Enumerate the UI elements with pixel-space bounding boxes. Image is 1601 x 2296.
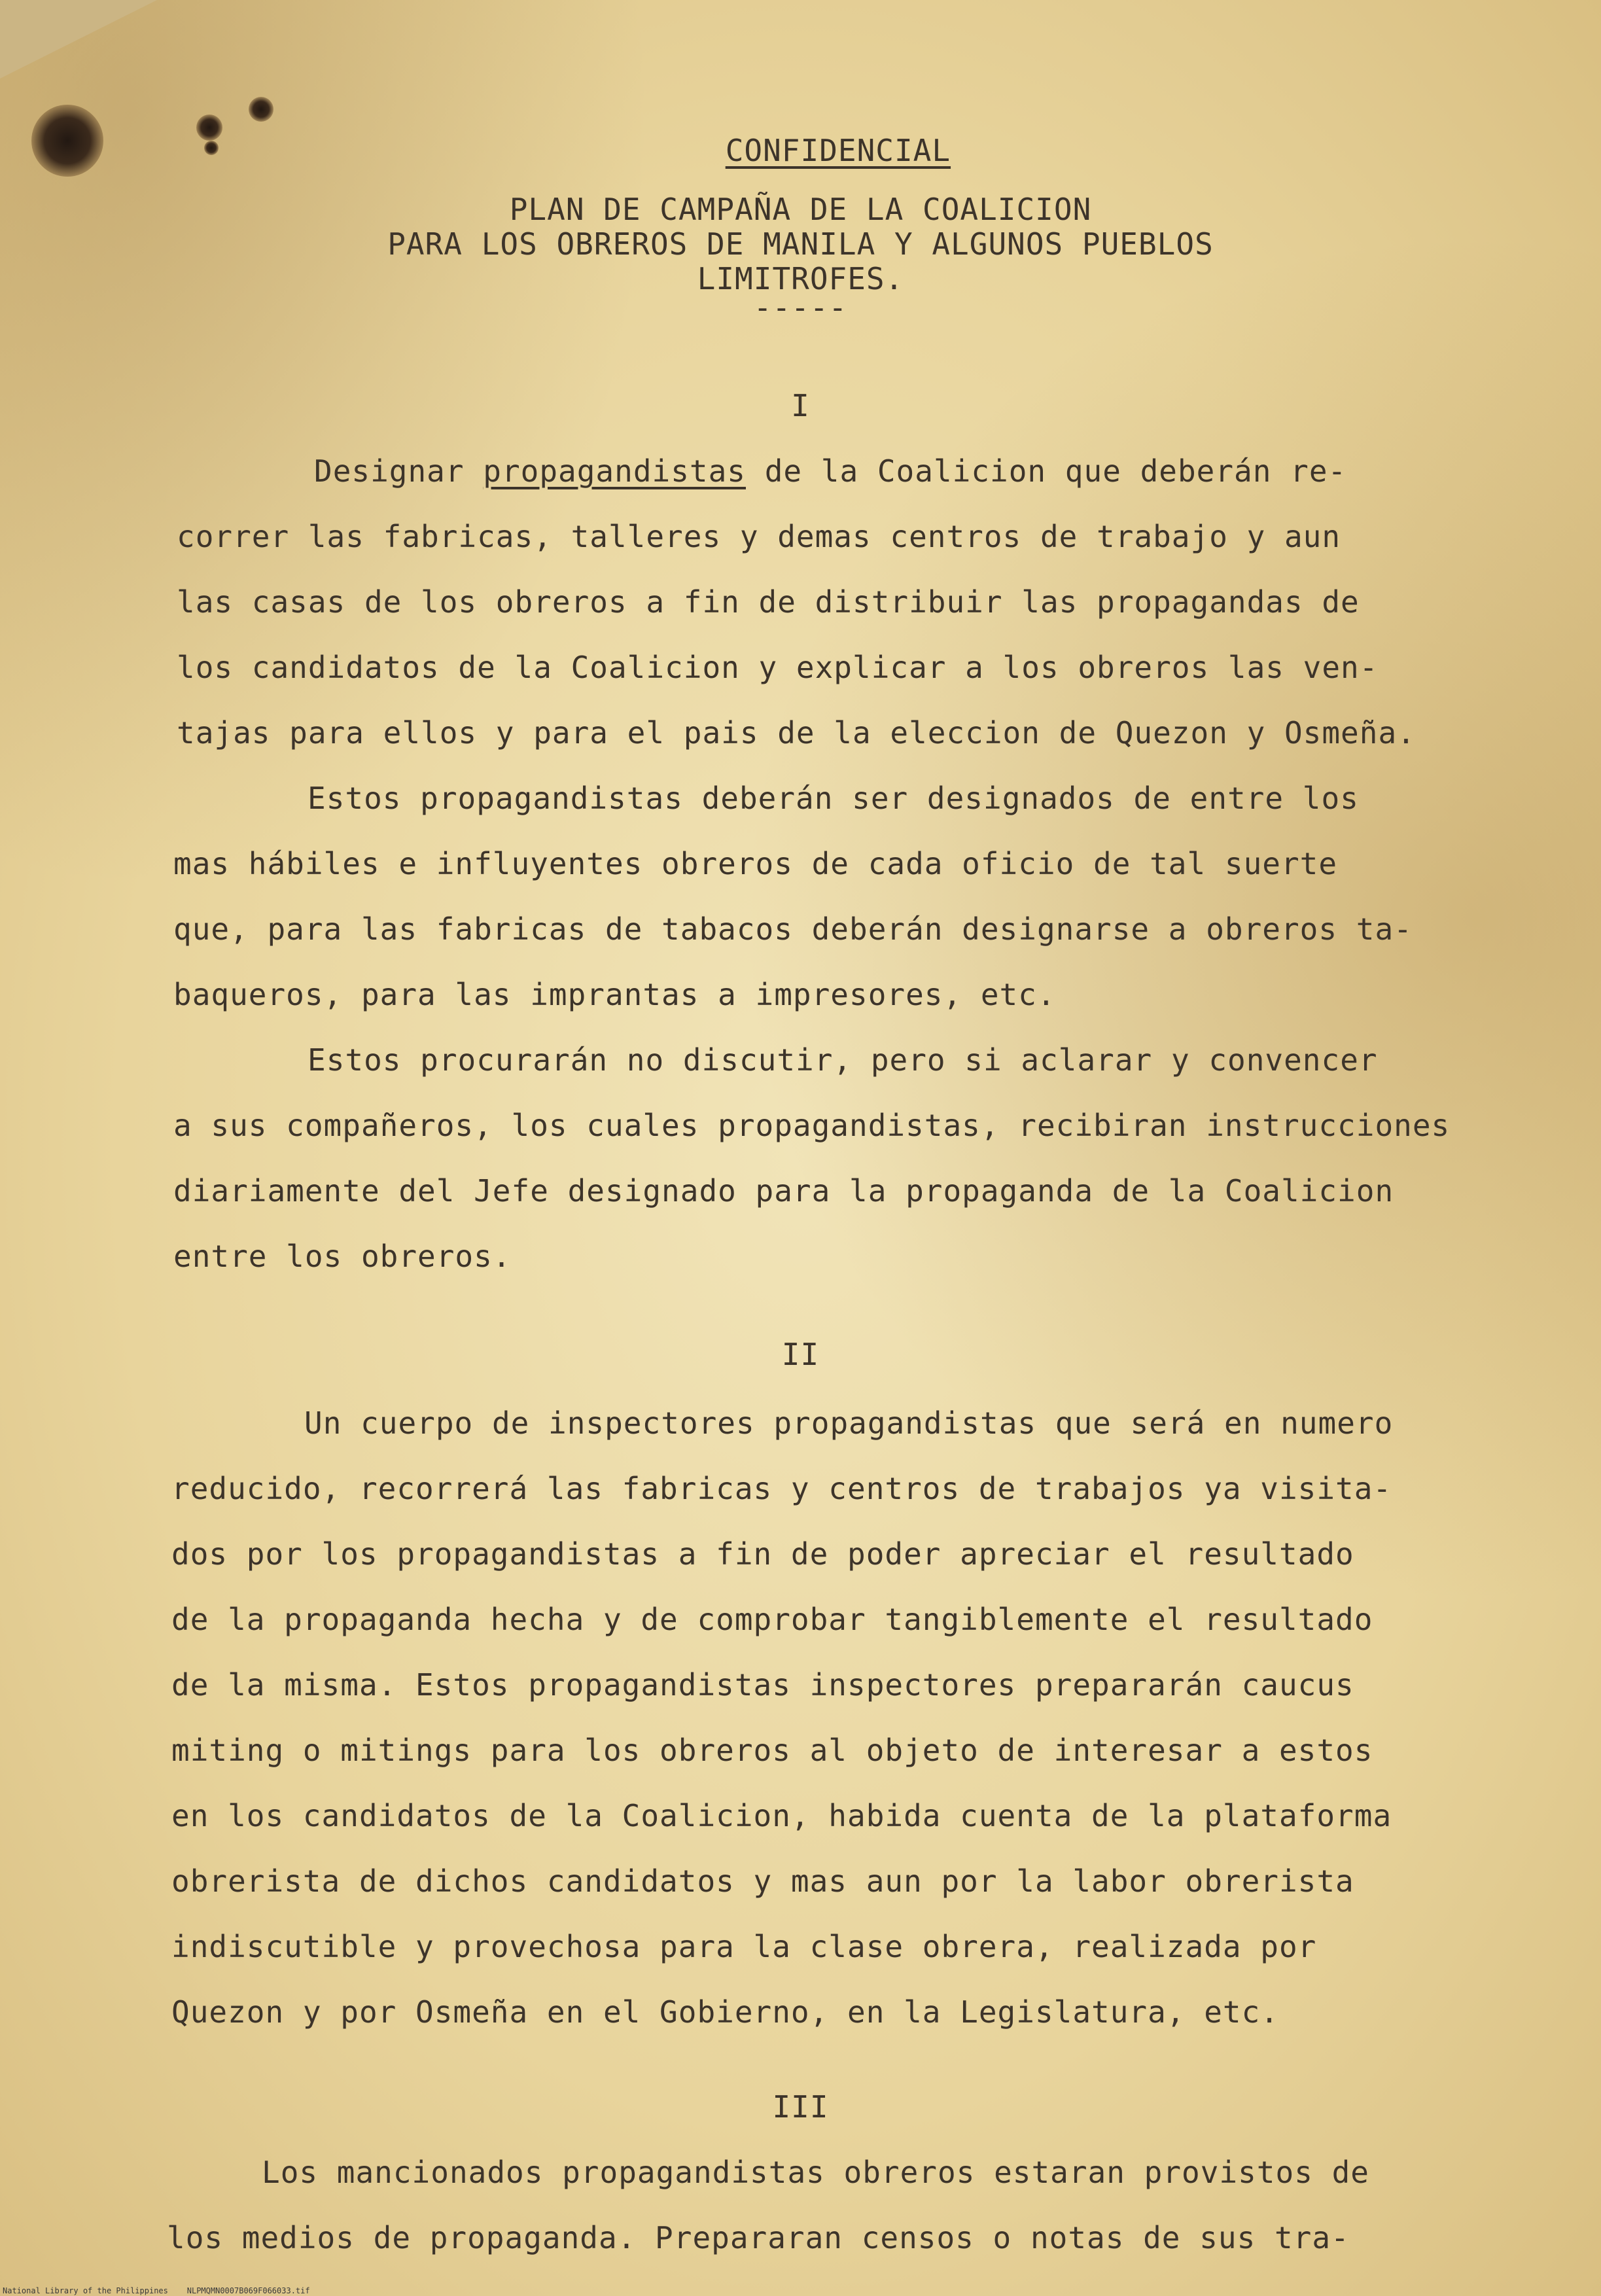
section-1-line: diariamente del Jefe designado para la propaganda de la Coalicion: [173, 1173, 1394, 1209]
section-1-line: que, para las fabricas de tabacos deberán designarse a obreros ta-: [173, 911, 1413, 947]
section-1-line: correr las fabricas, talleres y demas centros de trabajo y aun: [177, 519, 1341, 554]
section-2-line: dos por los propagandistas a fin de poder apreciar el resultado: [171, 1536, 1354, 1572]
section-1-line: tajas para ellos y para el pais de la eleccion de Quezon y Osmeña.: [177, 715, 1416, 751]
section-2-line: indiscutible y provechosa para la clase obrera, realizada por: [171, 1929, 1317, 1964]
section-2-line: Quezon y por Osmeña en el Gobierno, en la Legislatura, etc.: [171, 1994, 1279, 2030]
section-numeral-3: III: [772, 2089, 829, 2125]
section-1-line: baqueros, para las imprantas a impresores, etc.: [173, 977, 1056, 1012]
section-1-line: Estos propagandistas deberán ser designados de entre los: [308, 781, 1359, 816]
section-3-line: los medios de propaganda. Prepararan censos o notas de sus tra-: [167, 2220, 1350, 2255]
text-fragment: de la Coalicion que deberán re-: [746, 453, 1347, 489]
document-title-line-2: PARA LOS OBREROS DE MANILA Y ALGUNOS PUEBLOS: [387, 226, 1214, 262]
document-title-line-1: PLAN DE CAMPAÑA DE LA COALICION: [509, 192, 1092, 227]
archive-footer: National Library of the Philippines NLPMQMN0007B069F066033.tif: [3, 2286, 310, 2295]
section-numeral-2: II: [781, 1337, 820, 1372]
section-2-line: de la misma. Estos propagandistas inspectores prepararán caucus: [171, 1667, 1354, 1703]
section-1-line: a sus compañeros, los cuales propagandistas, recibiran instrucciones: [173, 1108, 1451, 1143]
section-2-line: reducido, recorrerá las fabricas y centros de trabajos ya visita-: [171, 1471, 1392, 1506]
section-1-line: mas hábiles e influyentes obreros de cada oficio de tal suerte: [173, 846, 1338, 881]
section-numeral-1: I: [791, 388, 810, 423]
text-fragment: Designar: [314, 453, 465, 489]
section-1-line: [314, 451, 1601, 491]
underlined-word: propagandistas: [483, 453, 746, 489]
section-2-line: obrerista de dichos candidatos y mas aun por la labor obrerista: [171, 1863, 1354, 1899]
section-2-line: Un cuerpo de inspectores propagandistas que será en numero: [304, 1405, 1394, 1441]
section-2-line: miting o mitings para los obreros al objeto de interesar a estos: [171, 1733, 1373, 1768]
section-1-line: entre los obreros.: [173, 1239, 512, 1274]
section-1-line: Estos procurarán no discutir, pero si aclarar y convencer: [308, 1042, 1378, 1078]
section-2-line: en los candidatos de la Coalicion, habida cuenta de la plataforma: [171, 1798, 1392, 1833]
title-divider: -----: [753, 290, 848, 325]
section-2-line: de la propaganda hecha y de comprobar tangiblemente el resultado: [171, 1602, 1373, 1637]
section-1-line: las casas de los obreros a fin de distribuir las propagandas de: [177, 584, 1360, 620]
section-1-line: los candidatos de la Coalicion y explicar a los obreros las ven-: [177, 650, 1379, 685]
document-title-line-3: LIMITROFES.: [697, 261, 904, 296]
folded-corner: [0, 0, 157, 79]
section-3-line: Los mancionados propagandistas obreros estaran provistos de: [262, 2155, 1369, 2190]
confidential-label: CONFIDENCIAL: [725, 133, 951, 168]
